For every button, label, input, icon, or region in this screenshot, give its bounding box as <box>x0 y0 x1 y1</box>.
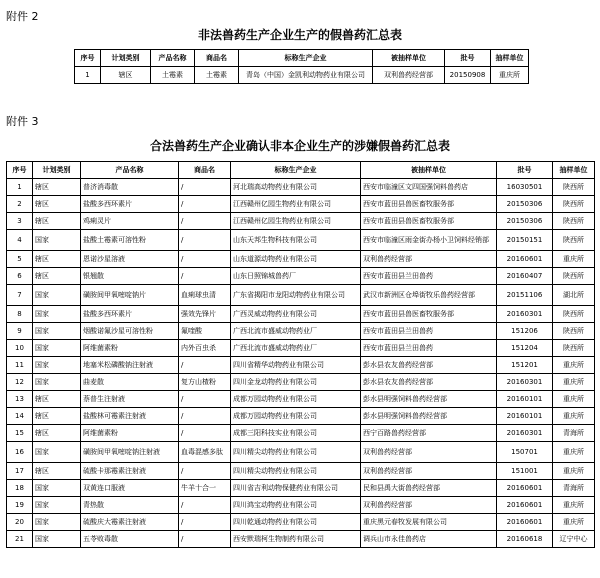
cell-trade-name: 复方山楂粉 <box>179 374 231 391</box>
cell-manufacturer: 四川省吉利动物保健药业有限公司 <box>231 480 361 497</box>
cell-seq: 3 <box>7 213 33 230</box>
cell-manufacturer: 广西灵威动物药业有限公司 <box>231 306 361 323</box>
cell-product-name: 银翘散 <box>81 268 179 285</box>
attachment-2-label: 附件 2 <box>6 10 39 23</box>
cell-product-name: 地塞米松磷酸钠注射液 <box>81 357 179 374</box>
header-sampled-unit: 被抽样单位 <box>361 162 497 179</box>
cell-sampling-unit: 重庆所 <box>553 463 595 480</box>
cell-sampling-unit: 青海所 <box>553 480 595 497</box>
cell-product-name: 双黄连口服液 <box>81 480 179 497</box>
cell-manufacturer: 山东日照锦城兽药厂 <box>231 268 361 285</box>
cell-trade-name: / <box>179 196 231 213</box>
cell-manufacturer: 成都三阳科技实业有限公司 <box>231 425 361 442</box>
cell-product-name: 土霉素 <box>151 67 195 84</box>
cell-sampling-unit: 重庆所 <box>553 497 595 514</box>
cell-sampled-unit: 重庆黑元春牧发展有限公司 <box>361 514 497 531</box>
cell-product-name: 盐酸林可霉素注射液 <box>81 408 179 425</box>
header-seq: 序号 <box>75 50 101 67</box>
cell-product-name: 磺胺间甲氧嘧啶钠片 <box>81 285 179 306</box>
cell-batch: 20160601 <box>497 497 553 514</box>
header-sampled-unit: 被抽样单位 <box>373 50 445 67</box>
cell-trade-name: 氟喹酸 <box>179 323 231 340</box>
cell-sampled-unit: 双利兽药经营部 <box>373 67 445 84</box>
header-sampling-unit: 抽样单位 <box>553 162 595 179</box>
table-row <box>7 306 595 323</box>
header-sampling-unit: 抽样单位 <box>491 50 529 67</box>
cell-batch: 20150151 <box>497 230 553 251</box>
cell-trade-name: 内外百虫杀 <box>179 340 231 357</box>
cell-sampled-unit: 彭水县明强饲料兽药经营部 <box>361 391 497 408</box>
table-row <box>7 480 595 497</box>
cell-trade-name: 强效先锋片 <box>179 306 231 323</box>
cell-sampled-unit: 彭水县农友兽药经营部 <box>361 374 497 391</box>
table-header-row <box>7 162 595 179</box>
cell-plan-type: 国家 <box>33 531 81 548</box>
cell-batch: 151001 <box>497 463 553 480</box>
cell-sampled-unit: 彭水县明强饲料兽药经营部 <box>361 408 497 425</box>
cell-sampled-unit: 西安市蓝田县兰田兽药 <box>361 268 497 285</box>
table-row <box>7 340 595 357</box>
cell-batch: 20160601 <box>497 514 553 531</box>
cell-plan-type: 国家 <box>33 480 81 497</box>
cell-seq: 4 <box>7 230 33 251</box>
table-row <box>7 463 595 480</box>
table-row <box>7 196 595 213</box>
fake-drug-table <box>74 49 529 84</box>
cell-manufacturer: 四川精尖动物药业有限公司 <box>231 442 361 463</box>
cell-plan-type: 辖区 <box>33 463 81 480</box>
header-plan-type: 计划类别 <box>33 162 81 179</box>
cell-trade-name: / <box>179 357 231 374</box>
cell-plan-type: 国家 <box>33 323 81 340</box>
cell-sampling-unit: 陕西所 <box>553 268 595 285</box>
cell-sampled-unit: 武汉市新洲区仓埠街牧乐兽药经营部 <box>361 285 497 306</box>
cell-manufacturer: 山东道源动物药业有限公司 <box>231 251 361 268</box>
cell-trade-name: / <box>179 391 231 408</box>
cell-trade-name: 血痢球虫清 <box>179 285 231 306</box>
cell-sampling-unit: 陕西所 <box>553 323 595 340</box>
table-row <box>7 268 595 285</box>
cell-seq: 9 <box>7 323 33 340</box>
cell-seq: 18 <box>7 480 33 497</box>
cell-trade-name: / <box>179 230 231 251</box>
cell-plan-type: 辖区 <box>33 213 81 230</box>
cell-batch: 151206 <box>497 323 553 340</box>
table-body <box>7 179 595 548</box>
cell-sampling-unit: 重庆所 <box>553 357 595 374</box>
cell-seq: 14 <box>7 408 33 425</box>
cell-sampled-unit: 彭水县农友兽药经营部 <box>361 357 497 374</box>
cell-sampling-unit: 重庆所 <box>553 391 595 408</box>
table-row <box>7 374 595 391</box>
cell-sampled-unit: 调兵山市永佳兽药店 <box>361 531 497 548</box>
cell-plan-type: 国家 <box>33 306 81 323</box>
cell-seq: 21 <box>7 531 33 548</box>
cell-plan-type: 国家 <box>33 340 81 357</box>
cell-product-name: 阿维菌素粉 <box>81 425 179 442</box>
cell-batch: 20150908 <box>445 67 491 84</box>
cell-product-name: 盐酸土霉素可溶性粉 <box>81 230 179 251</box>
cell-sampled-unit: 西安市临潼区文四国强饲料兽药店 <box>361 179 497 196</box>
cell-batch: 151201 <box>497 357 553 374</box>
table-row <box>7 230 595 251</box>
cell-trade-name: / <box>179 213 231 230</box>
table-row <box>7 213 595 230</box>
cell-seq: 1 <box>75 67 101 84</box>
cell-batch: 20160301 <box>497 425 553 442</box>
cell-batch: 20160101 <box>497 391 553 408</box>
cell-manufacturer: 山东天邦生物科技有限公司 <box>231 230 361 251</box>
cell-manufacturer: 广西北流市盛威动物药业厂 <box>231 340 361 357</box>
cell-plan-type: 辖区 <box>33 179 81 196</box>
cell-trade-name: / <box>179 425 231 442</box>
cell-manufacturer: 广西北流市盛威动物药业厂 <box>231 323 361 340</box>
cell-plan-type: 国家 <box>33 285 81 306</box>
cell-seq: 12 <box>7 374 33 391</box>
cell-batch: 20150306 <box>497 196 553 213</box>
cell-sampling-unit: 青海所 <box>553 425 595 442</box>
cell-batch: 20160301 <box>497 306 553 323</box>
cell-manufacturer: 四川乾通动物药业有限公司 <box>231 514 361 531</box>
cell-manufacturer: 江西赣州亿园生物药业有限公司 <box>231 196 361 213</box>
cell-manufacturer: 青岛（中国）金凯利动物药业有限公司 <box>239 67 373 84</box>
cell-sampled-unit: 西安市蓝田县兰田兽药 <box>361 323 497 340</box>
cell-sampled-unit: 西安市蓝田县兽医畜牧服务部 <box>361 306 497 323</box>
cell-seq: 8 <box>7 306 33 323</box>
cell-manufacturer: 广东省揭阳市龙阳动物药业有限公司 <box>231 285 361 306</box>
table-row <box>7 391 595 408</box>
cell-trade-name: / <box>179 179 231 196</box>
table-row <box>7 179 595 196</box>
cell-product-name: 盐酸多西环素片 <box>81 196 179 213</box>
cell-trade-name: / <box>179 463 231 480</box>
cell-trade-name: / <box>179 251 231 268</box>
cell-product-name: 恩诺沙星溶液 <box>81 251 179 268</box>
cell-sampled-unit: 双利兽药经营部 <box>361 463 497 480</box>
cell-trade-name: 牛羊十合一 <box>179 480 231 497</box>
cell-batch: 20160101 <box>497 408 553 425</box>
cell-manufacturer: 四川精尖动物药业有限公司 <box>231 463 361 480</box>
cell-product-name: 青热散 <box>81 497 179 514</box>
cell-manufacturer: 四川金龙动物药业有限公司 <box>231 374 361 391</box>
cell-product-name: 曲麦散 <box>81 374 179 391</box>
cell-batch: 150701 <box>497 442 553 463</box>
cell-sampled-unit: 西安市蓝田县兽医畜牧服务部 <box>361 213 497 230</box>
cell-plan-type: 国家 <box>33 514 81 531</box>
table-row <box>7 285 595 306</box>
cell-trade-name: / <box>179 268 231 285</box>
cell-plan-type: 国家 <box>33 442 81 463</box>
cell-seq: 7 <box>7 285 33 306</box>
cell-plan-type: 辖区 <box>33 196 81 213</box>
suspected-fake-drug-table <box>6 161 595 548</box>
header-seq: 序号 <box>7 162 33 179</box>
table-row <box>7 408 595 425</box>
cell-seq: 19 <box>7 497 33 514</box>
cell-sampling-unit: 陕西所 <box>553 340 595 357</box>
cell-trade-name: / <box>179 514 231 531</box>
cell-sampling-unit: 重庆所 <box>491 67 529 84</box>
cell-trade-name: 土霉素 <box>195 67 239 84</box>
cell-trade-name: 血毒混感多肽 <box>179 442 231 463</box>
cell-sampling-unit: 重庆所 <box>553 442 595 463</box>
cell-sampling-unit: 重庆所 <box>553 408 595 425</box>
cell-plan-type: 国家 <box>33 374 81 391</box>
cell-plan-type: 辖区 <box>33 268 81 285</box>
cell-product-name: 硫酸庆大霉素注射液 <box>81 514 179 531</box>
cell-plan-type: 辖区 <box>33 425 81 442</box>
cell-sampling-unit: 陕西所 <box>553 230 595 251</box>
cell-seq: 1 <box>7 179 33 196</box>
cell-seq: 15 <box>7 425 33 442</box>
attachment-2-title: 非法兽药生产企业生产的假兽药汇总表 <box>197 28 402 42</box>
cell-seq: 6 <box>7 268 33 285</box>
cell-manufacturer: 西安默瑞柯生物制药有限公司 <box>231 531 361 548</box>
cell-plan-type: 辖区 <box>101 67 151 84</box>
attachment-3-label: 附件 3 <box>6 115 39 128</box>
table-row <box>7 425 595 442</box>
cell-sampling-unit: 陕西所 <box>553 213 595 230</box>
header-trade-name: 商品名 <box>179 162 231 179</box>
cell-trade-name: / <box>179 497 231 514</box>
cell-product-name: 普济消毒散 <box>81 179 179 196</box>
cell-sampling-unit: 重庆所 <box>553 374 595 391</box>
cell-manufacturer: 四川鸿宝动物药业有限公司 <box>231 497 361 514</box>
cell-product-name: 鸡痢灵片 <box>81 213 179 230</box>
cell-sampled-unit: 西宁百路兽药经营部 <box>361 425 497 442</box>
cell-seq: 13 <box>7 391 33 408</box>
header-batch: 批号 <box>497 162 553 179</box>
header-product-name: 产品名称 <box>151 50 195 67</box>
table-header-row <box>75 50 529 67</box>
cell-sampled-unit: 双利兽药经营部 <box>361 497 497 514</box>
cell-sampled-unit: 西安市临潼区雨金街办杨小卫饲料经销部 <box>361 230 497 251</box>
cell-product-name: 烟酸诺氟沙星可溶性粉 <box>81 323 179 340</box>
cell-batch: 20160301 <box>497 374 553 391</box>
cell-seq: 5 <box>7 251 33 268</box>
cell-batch: 20160601 <box>497 480 553 497</box>
cell-batch: 20160618 <box>497 531 553 548</box>
cell-batch: 151204 <box>497 340 553 357</box>
cell-manufacturer: 河北瑞高动物药业有限公司 <box>231 179 361 196</box>
cell-product-name: 磺胺间甲氧嘧啶钠注射液 <box>81 442 179 463</box>
table-row <box>7 357 595 374</box>
cell-sampling-unit: 陕西所 <box>553 179 595 196</box>
header-manufacturer: 标称生产企业 <box>239 50 373 67</box>
table-row <box>7 442 595 463</box>
cell-seq: 17 <box>7 463 33 480</box>
cell-sampled-unit: 民和县禹大街兽药经营部 <box>361 480 497 497</box>
header-trade-name: 商品名 <box>195 50 239 67</box>
table-row <box>75 67 529 84</box>
cell-product-name: 阿维菌素粉 <box>81 340 179 357</box>
cell-plan-type: 辖区 <box>33 251 81 268</box>
cell-batch: 16030501 <box>497 179 553 196</box>
attachment-3-title: 合法兽药生产企业确认非本企业生产的涉嫌假兽药汇总表 <box>149 139 450 153</box>
cell-manufacturer: 江西赣州亿园生物药业有限公司 <box>231 213 361 230</box>
table-row <box>7 531 595 548</box>
cell-sampled-unit: 西安市蓝田县兽医畜牧服务部 <box>361 196 497 213</box>
cell-product-name: 硫酸卡那霉素注射液 <box>81 463 179 480</box>
cell-sampled-unit: 双利兽药经营部 <box>361 442 497 463</box>
cell-sampling-unit: 重庆所 <box>553 514 595 531</box>
cell-plan-type: 国家 <box>33 357 81 374</box>
cell-plan-type: 辖区 <box>33 391 81 408</box>
cell-plan-type: 辖区 <box>33 408 81 425</box>
cell-plan-type: 国家 <box>33 497 81 514</box>
cell-sampling-unit: 湖北所 <box>553 285 595 306</box>
cell-seq: 20 <box>7 514 33 531</box>
cell-seq: 2 <box>7 196 33 213</box>
cell-plan-type: 国家 <box>33 230 81 251</box>
table-row <box>7 251 595 268</box>
cell-product-name: 五苓败毒散 <box>81 531 179 548</box>
cell-manufacturer: 成都万园动物药业有限公司 <box>231 408 361 425</box>
cell-sampled-unit: 双利兽药经营部 <box>361 251 497 268</box>
cell-batch: 20151106 <box>497 285 553 306</box>
cell-batch: 20150306 <box>497 213 553 230</box>
header-batch: 批号 <box>445 50 491 67</box>
cell-batch: 20160407 <box>497 268 553 285</box>
table-row <box>7 497 595 514</box>
cell-sampling-unit: 陕西所 <box>553 306 595 323</box>
cell-trade-name: / <box>179 408 231 425</box>
cell-product-name: 盐酸多西环素片 <box>81 306 179 323</box>
header-manufacturer: 标称生产企业 <box>231 162 361 179</box>
cell-product-name: 萘普生注射液 <box>81 391 179 408</box>
header-plan-type: 计划类别 <box>101 50 151 67</box>
cell-sampling-unit: 陕西所 <box>553 196 595 213</box>
cell-batch: 20160601 <box>497 251 553 268</box>
cell-seq: 10 <box>7 340 33 357</box>
cell-manufacturer: 四川省精华动物药业有限公司 <box>231 357 361 374</box>
cell-sampling-unit: 重庆所 <box>553 251 595 268</box>
cell-seq: 16 <box>7 442 33 463</box>
table-row <box>7 514 595 531</box>
cell-sampled-unit: 西安市蓝田县兰田兽药 <box>361 340 497 357</box>
cell-manufacturer: 成都万园动物药业有限公司 <box>231 391 361 408</box>
cell-seq: 11 <box>7 357 33 374</box>
table-row <box>7 323 595 340</box>
cell-trade-name: / <box>179 531 231 548</box>
header-product-name: 产品名称 <box>81 162 179 179</box>
cell-sampling-unit: 辽宁中心 <box>553 531 595 548</box>
